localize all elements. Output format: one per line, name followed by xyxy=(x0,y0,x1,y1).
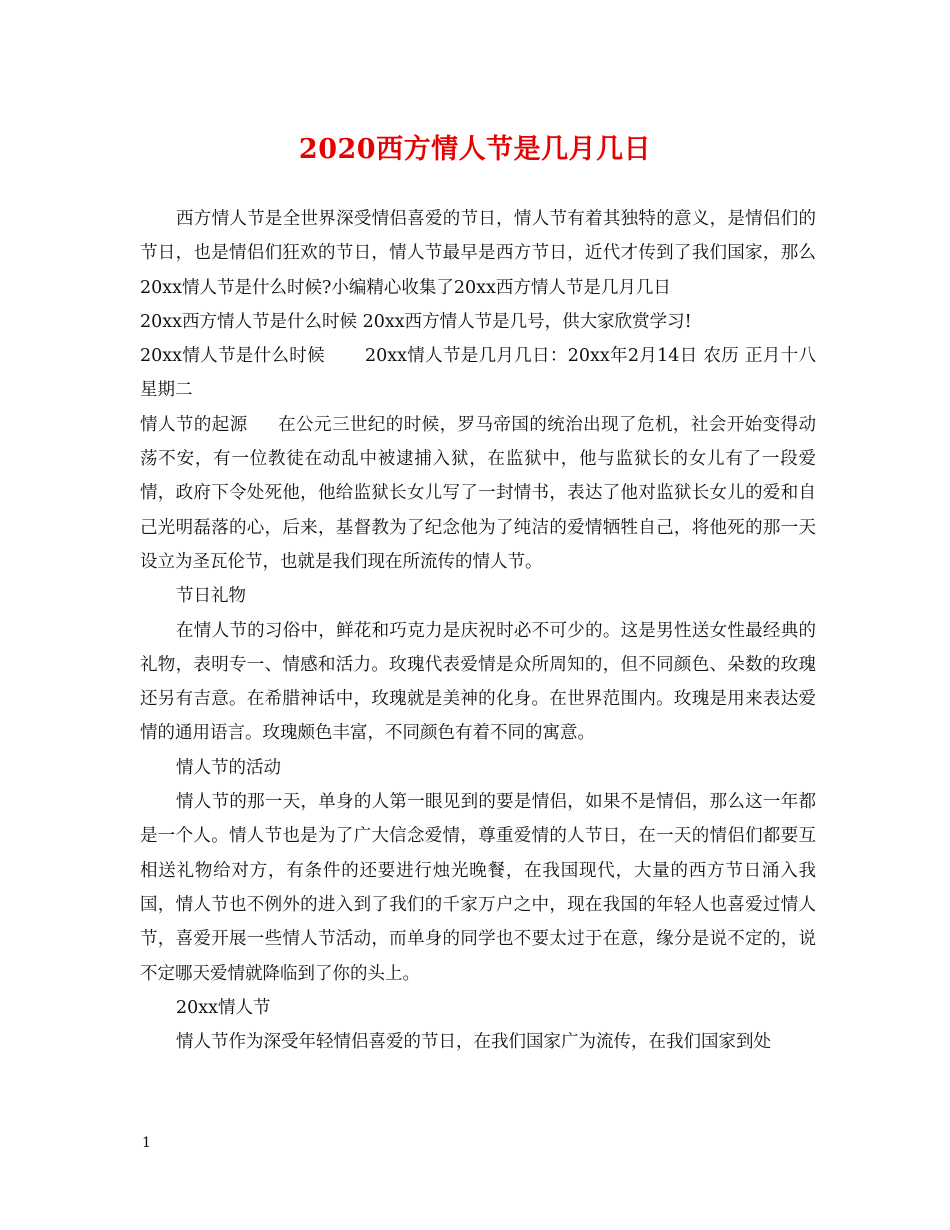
activity-paragraph: 情人节的那一天，单身的人第一眼见到的要是情侣，如果不是情侣，那么这一年都是一个人。情人节也是为了广大信念爱情，尊重爱情的人节日，在一天的情侣们都要互相送礼物给对方，有条件的还要进行烛光晚餐，在我国现代，大量的西方节日涌入我国，情人节也不例外的进入到了我们的千家万户之中，现在我国的年轻人也喜爱过情人节，喜爱开展一些情人节活动，而单身的同学也不要太过于在意，缘分是说不定的，说不定哪天爱情就降临到了你的头上。 xyxy=(140,792,816,984)
gift-paragraph: 在情人节的习俗中，鲜花和巧克力是庆祝时必不可少的。这是男性送女性最经典的礼物，表明专一、情感和活力。玫瑰代表爱情是众所周知的，但不同颜色、朵数的玫瑰还另有吉意。在希腊神话中，玫瑰就是美神的化身。在世界范围内。玫瑰是用来表达爱情的通用语言。玫瑰颇色丰富，不同颜色有着不同的寓意。 xyxy=(140,620,816,744)
page-number: 1 xyxy=(142,1135,151,1151)
origin-heading: 情人节的起源 xyxy=(140,414,248,435)
origin-text: 在公元三世纪的时候，罗马帝国的统治出现了危机，社会开始变得动荡不安，有一位教徒在动乱中被逮捕入狱，在监狱中，他与监狱长的女儿有了一段爱情，政府下令处死他，他给监狱长女儿写了一封情书，表达了他对监狱长女儿的爱和自己光明磊落的心，后来，基督教为了纪念他为了纯洁的爱情牺牲自己，将他死的那一天设立为圣瓦伦节，也就是我们现在所流传的情人节。 xyxy=(140,414,817,572)
last-paragraph: 情人节作为深受年轻情侣喜爱的节日，在我们国家广为流传，在我们国家到处 xyxy=(176,1032,771,1053)
page-title: 2020西方情人节是几月几日 xyxy=(298,134,652,165)
when-heading: 20xx情人节是什么时候 xyxy=(140,346,325,367)
section-heading: 20xx情人节 xyxy=(176,997,271,1018)
origin-paragraph xyxy=(140,408,816,579)
when-paragraph xyxy=(140,339,816,408)
document-body xyxy=(140,202,816,1059)
when-text: 20xx情人节是几月几日：20xx年2月14日 农历 正月十八 星期二 xyxy=(140,346,816,401)
intro-paragraph: 西方情人节是全世界深受情侣喜爱的节日，情人节有着其独特的意义，是情侣们的节日，也是情侣们狂欢的节日，情人节最早是西方节日，近代才传到了我们国家，那么20xx情人节是什么时候?小编精心收集了20xx西方情人节是几月几日 xyxy=(140,209,816,298)
intro-continuation: 20xx西方情人节是什么时候 20xx西方情人节是几号，供大家欣赏学习! xyxy=(140,311,692,332)
activity-heading: 情人节的活动 xyxy=(176,757,281,778)
gift-heading: 节日礼物 xyxy=(176,586,246,607)
